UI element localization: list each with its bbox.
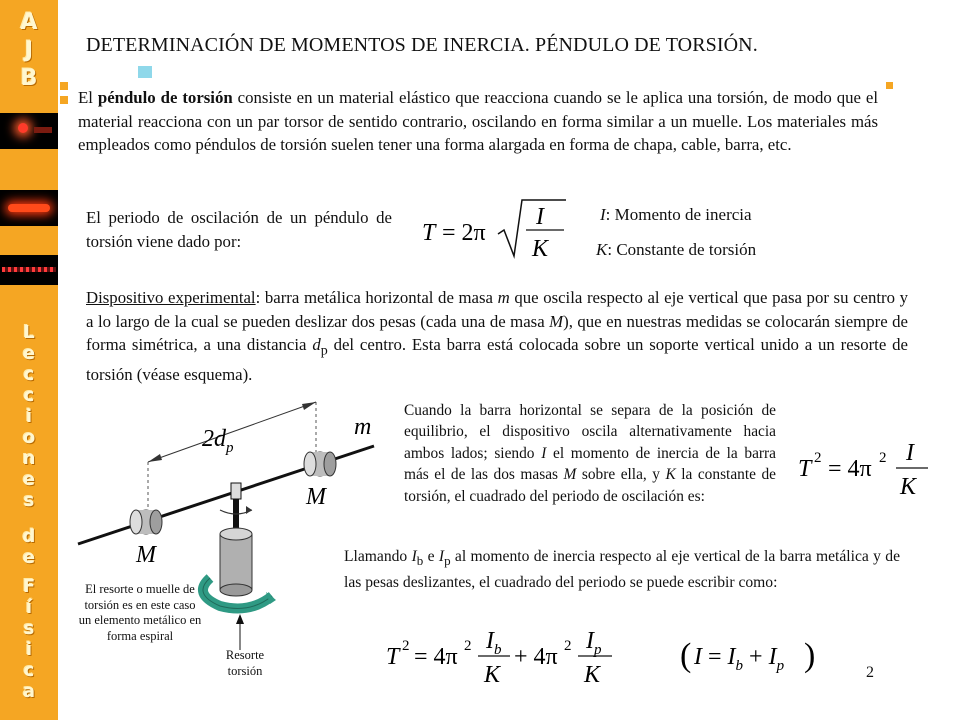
sidebar-letter: c <box>23 364 35 385</box>
sidebar-letter: í <box>25 597 33 618</box>
sidebar-letter: F <box>22 576 36 597</box>
period-text: El periodo de oscilación de un péndulo de torsión viene dado por: <box>86 208 392 251</box>
axis-top <box>231 483 241 499</box>
def-constant: K: Constante de torsión <box>596 240 757 259</box>
device-label: Dispositivo experimental <box>86 288 256 307</box>
svg-text:= 4π: = 4π <box>414 644 458 670</box>
label-2dp: $2d_p$ <box>202 426 234 456</box>
svg-text:T: T <box>386 644 400 670</box>
page-number: 2 <box>866 664 874 681</box>
sidebar-letter: i <box>25 406 33 427</box>
intro-bold-term: péndulo de torsión <box>97 88 233 107</box>
svg-text:T: T <box>422 220 436 246</box>
deco-square <box>886 82 893 89</box>
intro-paragraph: El péndulo de torsión consiste en un material elástico que reacciona cuando se le aplica una torsión, de modo que el material reacciona con un par torsor de sentido contrario, oscilando en forma similar a un muelle. Los materiales más empleados como péndulos de torsión suelen tener una forma alargada en forma de chapa, cable, barra, etc. <box>78 88 878 154</box>
sidebar-letter: e <box>22 469 36 490</box>
sidebar-letter: a <box>22 681 36 702</box>
svg-text:K: K <box>532 236 549 262</box>
svg-text:): ) <box>804 637 816 674</box>
svg-text:= 4π: = 4π <box>828 456 872 482</box>
svg-text:I: I <box>906 440 914 466</box>
sidebar-letter: L <box>23 322 35 343</box>
svg-text:K: K <box>484 662 501 688</box>
svg-text:+ 4π: + 4π <box>514 644 558 670</box>
deco-square-blue <box>138 66 152 78</box>
label-m: m <box>354 414 372 440</box>
period-squared-formula <box>796 432 936 504</box>
svg-text:K: K <box>584 662 601 688</box>
svg-text:= 2π: = 2π <box>442 220 486 246</box>
sidebar-letter: i <box>25 639 33 660</box>
sidebar <box>0 0 58 720</box>
sidebar-letter: e <box>22 547 36 568</box>
svg-text:I: I <box>536 204 544 230</box>
resorte-caption: Resorte torsión <box>225 648 265 678</box>
deco-square <box>60 82 68 90</box>
def-inertia: I: Momento de inercia <box>600 205 752 224</box>
sidebar-letter: n <box>22 448 36 469</box>
spring-caption: El resorte o muelle de torsión es en este caso un elemento metálico en forma espiral <box>78 582 202 643</box>
logo-letter-a: A <box>20 10 38 35</box>
svg-text:2: 2 <box>814 450 822 466</box>
svg-text:T: T <box>798 456 812 482</box>
sidebar-letter: d <box>22 526 36 547</box>
period-formula <box>418 194 568 264</box>
sidebar-letter: e <box>22 343 36 364</box>
logo-letter-j: J <box>24 38 34 63</box>
weight-left <box>130 510 162 534</box>
svg-text:(: ( <box>680 637 692 674</box>
device-paragraph: Dispositivo experimental: barra metálica horizontal de masa m que oscila respecto al eje vertical que pasa por su centro y a lo largo de la cual se pueden deslizar dos pesas (cada una de masa M), que en nuestras medidas se colocarán siempre de forma simétrica, a una distancia $d_p$ del centro. Esta barra está colocada sobre un soporte vertical unido a un resorte de torsión (véase esquema). <box>86 288 908 384</box>
weight-right <box>304 452 336 476</box>
sidebar-letter: s <box>23 490 35 511</box>
num-Ip: $I_p$ <box>586 628 602 658</box>
laser-photo-1 <box>0 113 58 149</box>
final-formula <box>384 620 824 692</box>
page-title: DETERMINACIÓN DE MOMENTOS DE INERCIA. PÉNDULO DE TORSIÓN. <box>86 34 758 56</box>
oscillation-paragraph: Cuando la barra horizontal se separa de la posición de equilibrio, el dispositivo oscila alternativamente hacia ambos lados; siendo I el momento de inercia de la barra más el de las dos masas M sobre ella, y K la constante de torsión, el cuadrado del periodo de oscilación es: <box>404 402 777 505</box>
deco-square <box>60 96 68 104</box>
laser-photo-2 <box>0 190 58 226</box>
svg-text:K: K <box>900 474 917 500</box>
sidebar-letter: s <box>23 618 35 639</box>
svg-text:2: 2 <box>402 638 410 654</box>
label-M-left: M <box>136 542 156 568</box>
num-Ib: $I_b$ <box>486 628 502 658</box>
svg-text:2: 2 <box>564 638 572 654</box>
sidebar-letter: c <box>23 385 35 406</box>
sidebar-letter: o <box>22 427 36 448</box>
logo-letter-b: B <box>20 66 38 91</box>
svg-text:2: 2 <box>879 450 887 466</box>
svg-text:2: 2 <box>464 638 472 654</box>
laser-photo-3 <box>0 255 58 285</box>
sidebar-letter: c <box>23 660 35 681</box>
support-cylinder <box>220 528 252 596</box>
label-M-right: M <box>306 484 326 510</box>
paren-formula: $I = I_b + I_p$ <box>694 644 785 674</box>
naming-paragraph: Llamando $I_b$ e $I_p$ al momento de inercia respecto al eje vertical de la barra metálica y de las pesas deslizantes, el cuadrado del periodo se puede escribir como: <box>344 548 901 591</box>
